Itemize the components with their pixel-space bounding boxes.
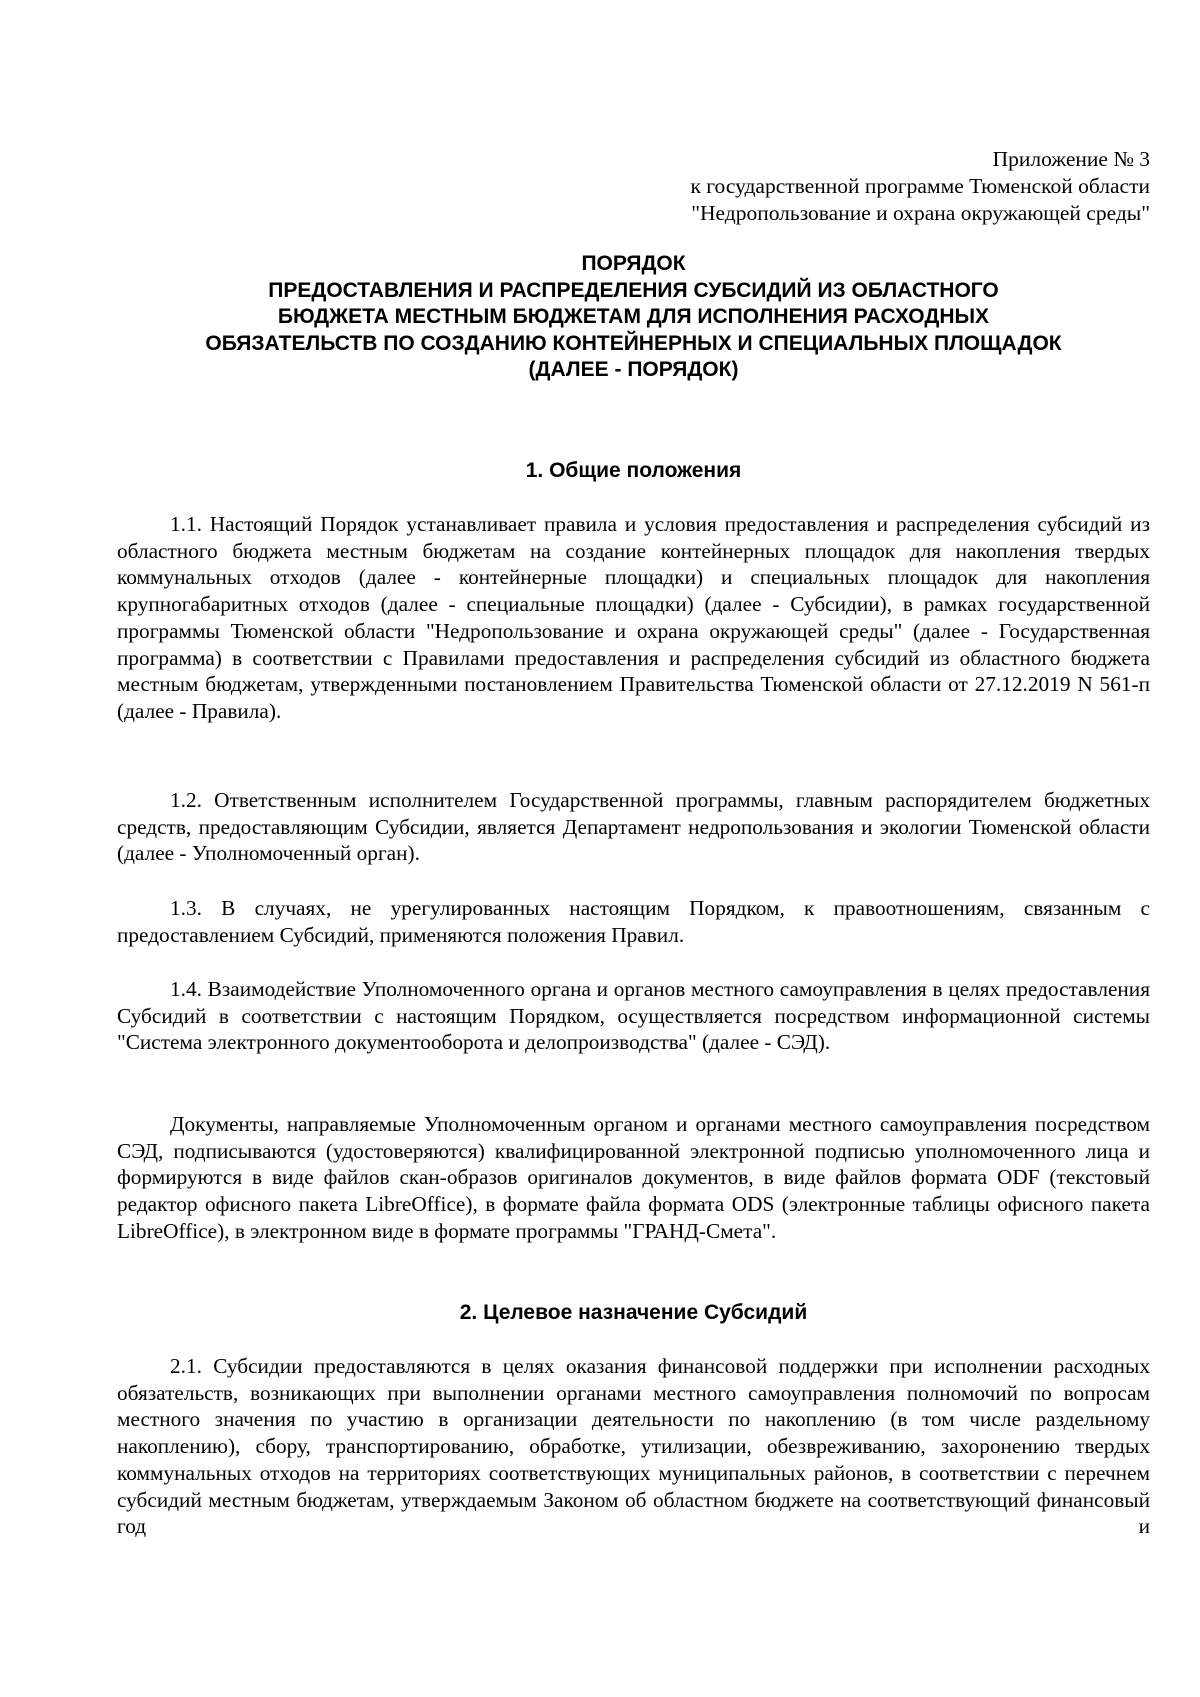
- section-1-heading: 1. Общие положения: [525, 459, 742, 482]
- paragraph-2-1: 2.1. Субсидии предоставляются в целях оказания финансовой поддержки при исполнении расходных обязательств, возникающих при выполнении органами местного самоуправления полномочий по вопросам местного значения по участию в организации деятельности по накоплению (в том числе раздельному накоплению), сбору, транспортированию, обработке, утилизации, обезвреживанию, захоронению твердых коммунальных отходов на территориях соответствующих муниципальных районов, в соответствии с перечнем субсидий местным бюджетам, утверждаемым Законом об областном бюджете на соответствующий финансовый год и: [117, 1354, 1150, 1539]
- appendix-header: [690, 146, 1150, 227]
- title-line-1: ПОРЯДОК: [581, 252, 686, 275]
- appendix-program-name: "Недропользование и охрана окружающей среды": [691, 201, 1150, 225]
- paragraph-1-4: 1.4. Взаимодействие Уполномоченного органа и органов местного самоуправления в целях предоставления Субсидий в соответствии с настоящим Порядком, осуществляется посредством информационной системы "Система электронного документооборота и делопроизводства" (далее - СЭД).: [117, 977, 1150, 1055]
- title-line-4: ОБЯЗАТЕЛЬСТВ ПО СОЗДАНИЮ КОНТЕЙНЕРНЫХ И СПЕЦИАЛЬНЫХ ПЛОЩАДОК: [205, 331, 1062, 355]
- document-title: [117, 251, 1150, 384]
- paragraph-1-1: 1.1. Настоящий Порядок устанавливает правила и условия предоставления и распределения субсидий из областного бюджета местным бюджетам на создание контейнерных площадок для накопления твердых коммунальных отходов (далее - контейнерные площадки) и специальных площадок для накопления крупногабаритных отходов (далее - специальные площадки) (далее - Субсидии), в рамках государственной программы Тюменской области "Недропользование и охрана окружающей среды" (далее - Государственная программа) в соответствии с Правилами предоставления и распределения субсидий из областного бюджета местным бюджетам, утвержденными постановлением Правительства Тюменской области от 27.12.2019 N 561-п (далее - Правила).: [117, 512, 1150, 723]
- paragraph-documents: Документы, направляемые Уполномоченным органом и органами местного самоуправления посредством СЭД, подписываются (удостоверяются) квалифицированной электронной подписью уполномоченного лица и формируются в виде файлов скан-образов оригиналов документов, в виде файлов формата ODF (текстовый редактор офисного пакета LibreOffice), в формате файла формата ODS (электронные таблицы офисного пакета LibreOffice), в электронном виде в формате программы "ГРАНД-Смета".: [117, 1112, 1150, 1243]
- section-2-heading: 2. Целевое назначение Субсидий: [459, 1301, 808, 1324]
- title-line-5: (ДАЛЕЕ - ПОРЯДОК): [528, 358, 739, 381]
- title-line-2: ПРЕДОСТАВЛЕНИЯ И РАСПРЕДЕЛЕНИЯ СУБСИДИЙ ИЗ ОБЛАСТНОГО: [268, 278, 999, 302]
- appendix-number: Приложение № 3: [992, 147, 1150, 171]
- paragraph-1-3: 1.3. В случаях, не урегулированных настоящим Порядком, к правоотношениям, связанным с предоставлением Субсидий, применяются положения Правил.: [117, 896, 1150, 947]
- paragraph-1-2: 1.2. Ответственным исполнителем Государственной программы, главным распорядителем бюджетных средств, предоставляющим Субсидии, является Департамент недропользования и экологии Тюменской области (далее - Уполномоченный орган).: [117, 788, 1150, 866]
- appendix-program-ref: к государственной программе Тюменской области: [690, 174, 1150, 198]
- title-line-3: БЮДЖЕТА МЕСТНЫМ БЮДЖЕТАМ ДЛЯ ИСПОЛНЕНИЯ РАСХОДНЫХ: [277, 305, 990, 328]
